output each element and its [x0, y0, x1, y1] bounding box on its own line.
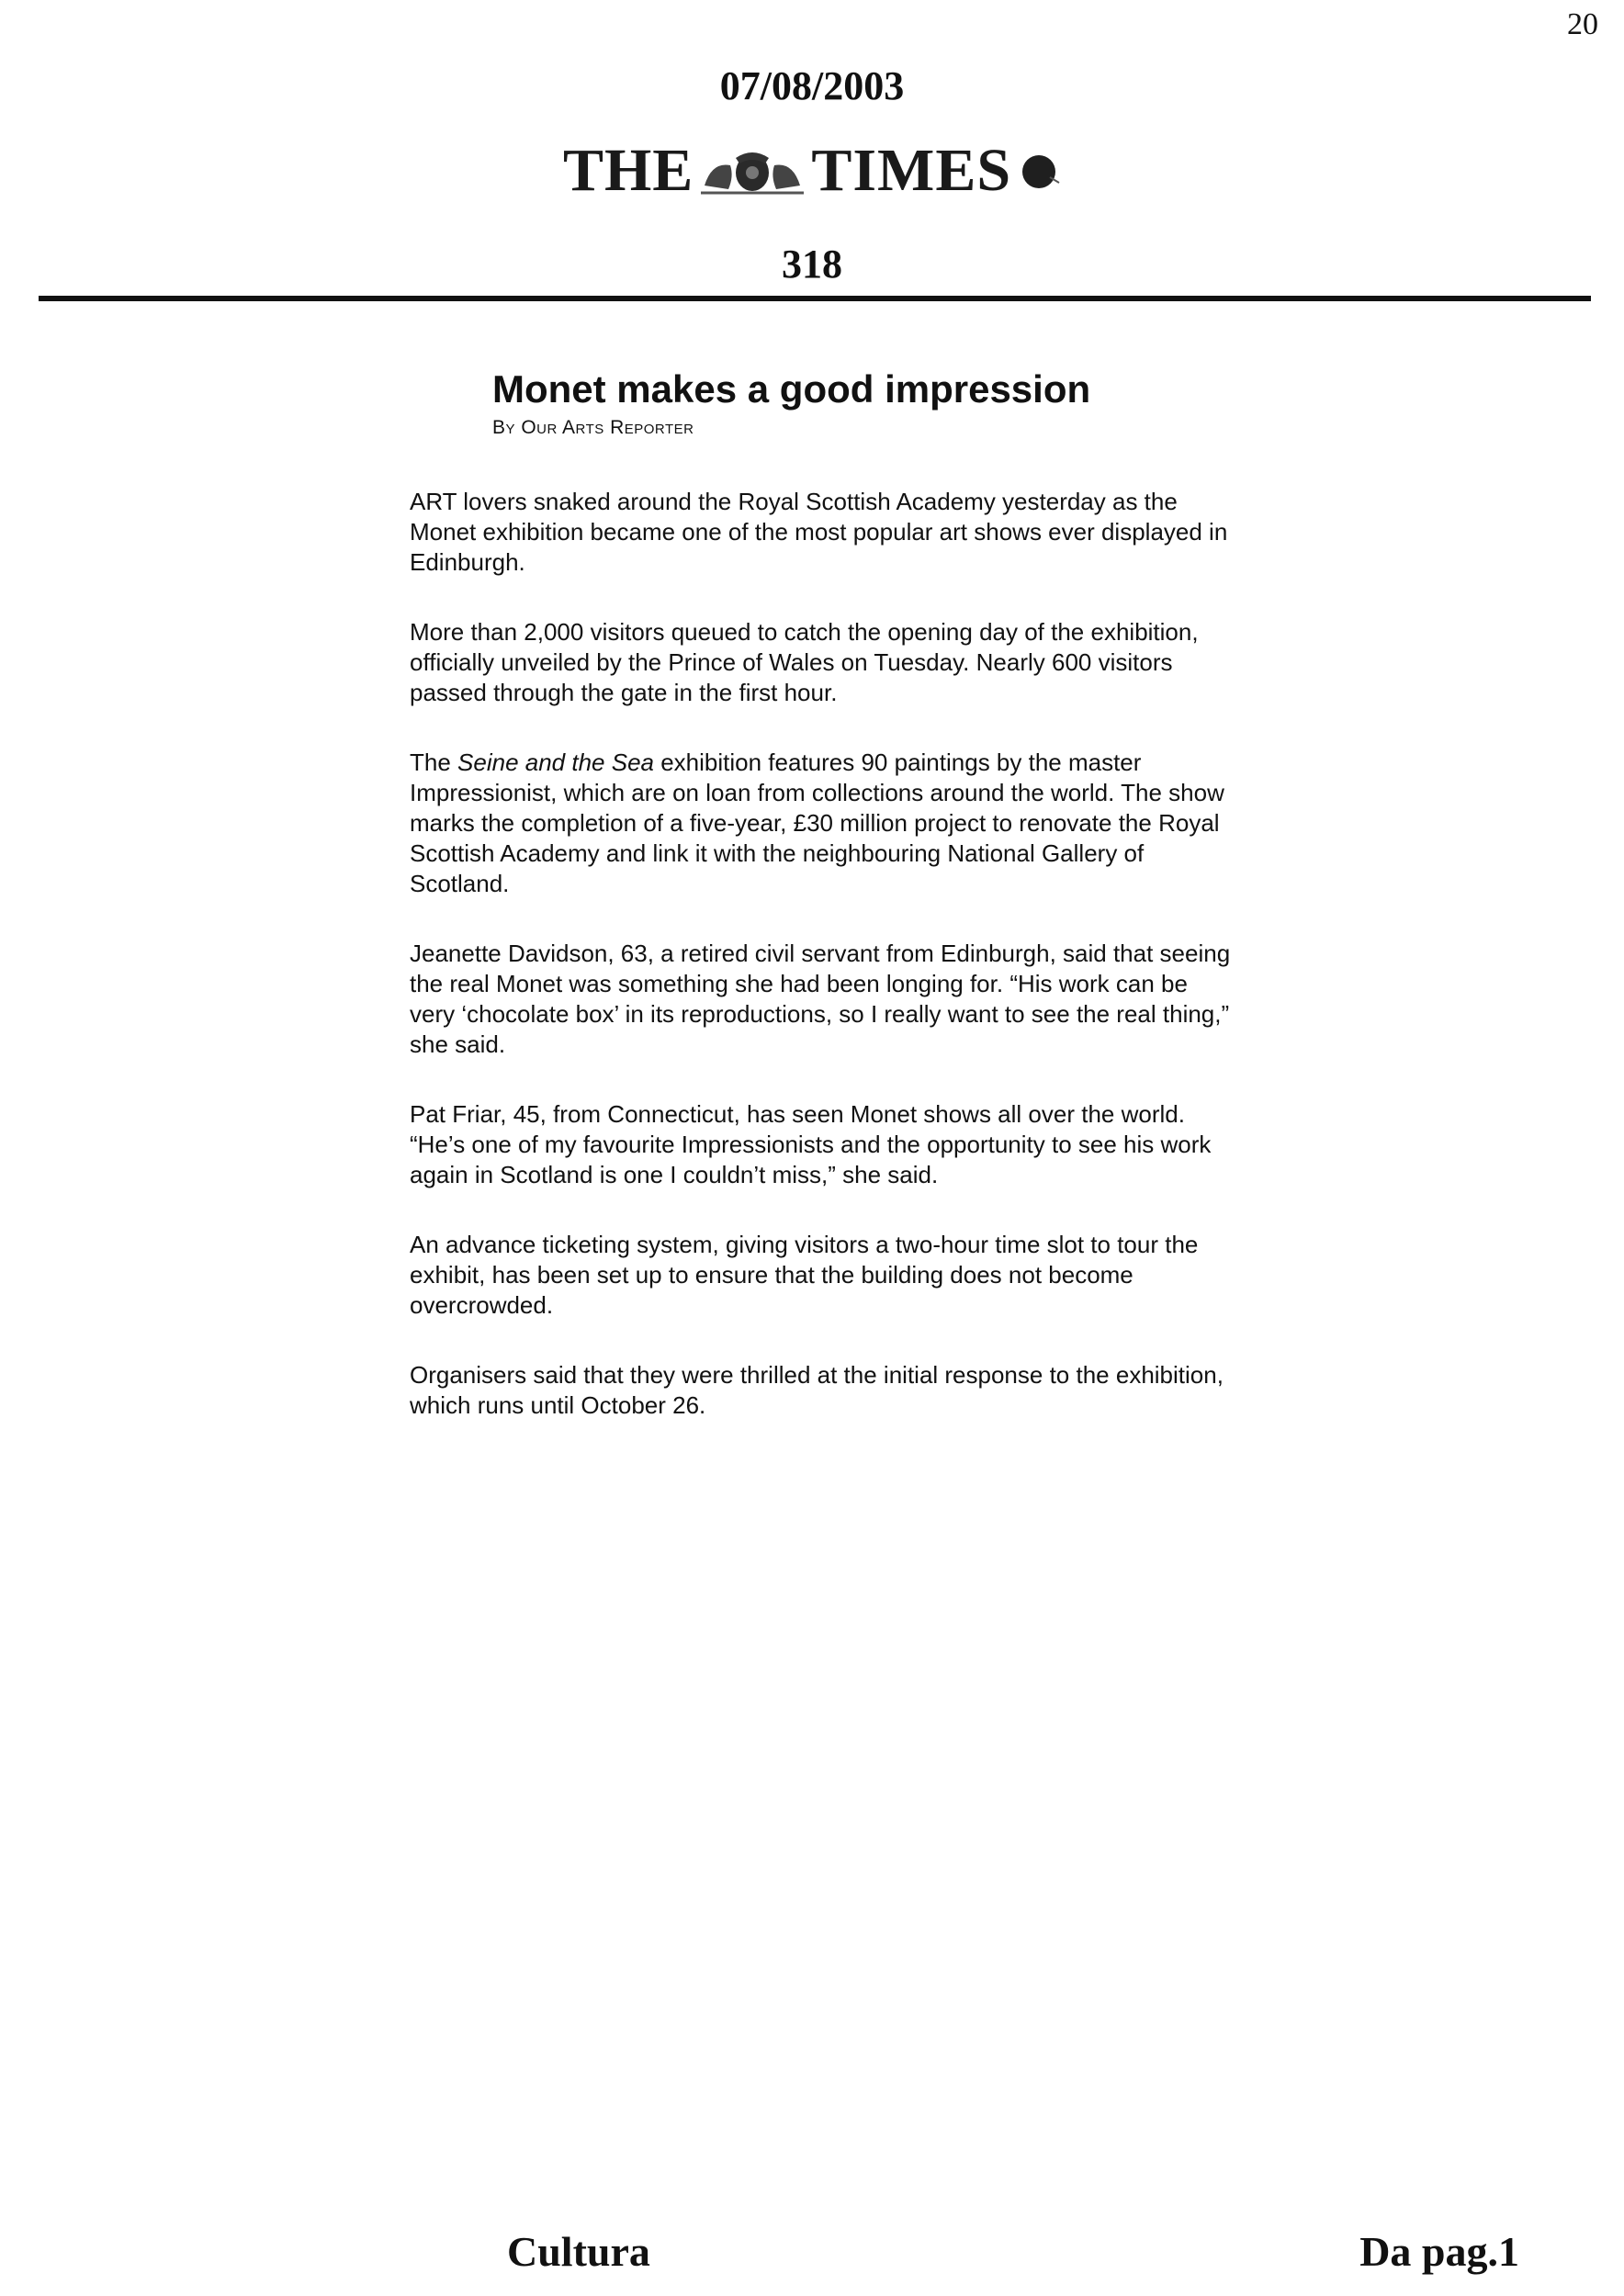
continued-from-label: Da pag.1 [1359, 2228, 1519, 2275]
masthead-the: THE [562, 137, 694, 204]
article-byline: By Our Arts Reporter [492, 417, 694, 438]
paragraph: ART lovers snaked around the Royal Scottish Academy yesterday as the Monet exhibition became one of the most popular art shows ever displayed in Edinburgh. [410, 488, 1228, 576]
paragraph: Jeanette Davidson, 63, a retired civil servant from Edinburgh, said that seeing the real Monet was something she had been longing for. “His work can be very ‘chocolate box’ in its reproductions, so I really want to see the real thing,” she said. [410, 940, 1231, 1058]
newspaper-masthead [0, 136, 1624, 206]
exhibition-title: Seine and the Sea [457, 748, 654, 776]
paragraph-text: The [410, 748, 458, 776]
issue-number: 318 [782, 242, 842, 287]
section-label: Cultura [507, 2228, 650, 2275]
publication-date: 07/08/2003 [719, 63, 905, 108]
article [410, 367, 1236, 1460]
masthead-times: TIMES [811, 137, 1012, 204]
paragraph-text: exhibition features 90 paintings by the master Impressionist, which are on loan from collections around the world. The show marks the completion of a five-year, £30 million project to renovate the Royal Scottish Academy and link it with the neighbouring National Gallery of Scotland. [410, 748, 1224, 897]
header-divider [39, 296, 1591, 301]
paragraph: Pat Friar, 45, from Connecticut, has seen Monet shows all over the world. “He’s one of my favourite Impressionists and the opportunity to see his work again in Scotland is one I couldn’t miss,” she said. [410, 1100, 1212, 1188]
paragraph [410, 748, 1236, 899]
page-number: 20 [1567, 7, 1598, 41]
clock-emblem-icon [1019, 150, 1061, 192]
paragraph: An advance ticketing system, giving visitors a two-hour time slot to tour the exhibit, has been set up to ensure that the building does not become overcrowded. [410, 1231, 1199, 1319]
royal-crest-icon [697, 145, 807, 197]
article-body [410, 487, 1236, 1421]
paragraph: Organisers said that they were thrilled at the initial response to the exhibition, which runs until October 26. [410, 1361, 1224, 1419]
paragraph: More than 2,000 visitors queued to catch the opening day of the exhibition, officially unveiled by the Prince of Wales on Tuesday. Nearly 600 visitors passed through the gate in the first hour. [410, 618, 1199, 706]
article-headline: Monet makes a good impression [492, 367, 1091, 411]
